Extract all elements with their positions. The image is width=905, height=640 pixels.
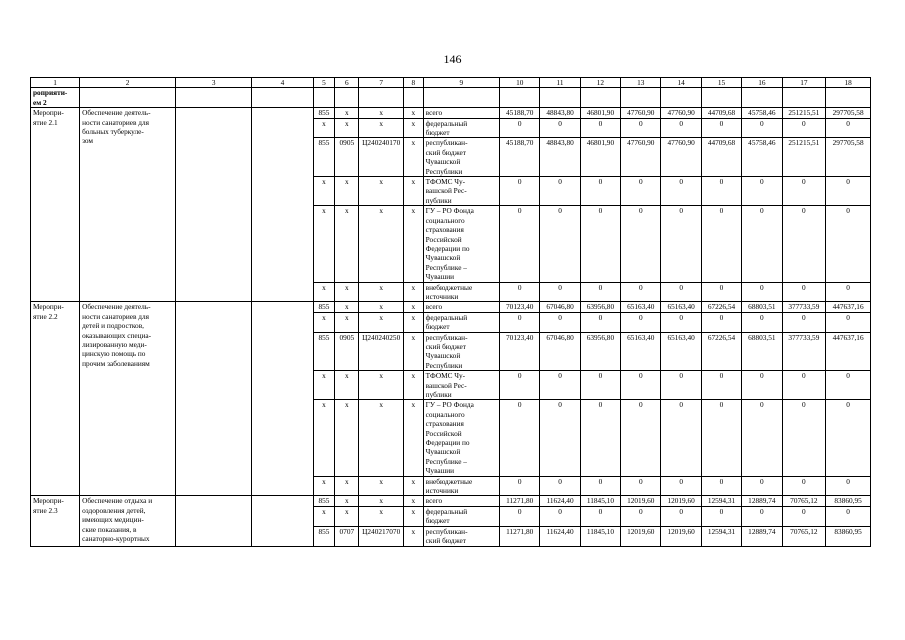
expense-type: x <box>404 282 424 302</box>
value-cell: 0 <box>782 206 826 282</box>
section-code: x <box>335 108 359 118</box>
target-code: x <box>359 206 404 282</box>
table-row <box>31 108 871 118</box>
value-cell: 0 <box>580 282 620 302</box>
value-cell: 0 <box>661 371 701 400</box>
measure-description: Обеспечение деятель- ности санаториев для детей и подростков, оказывающих специа- лизированную меди- цинскую помощь по прочим заболеваниям <box>80 302 176 496</box>
value-cell: 11845,10 <box>580 496 620 506</box>
value-cell: 0 <box>782 282 826 302</box>
funding-source: республикан- ский бюджет Чувашской Республики <box>423 332 499 371</box>
value-cell: 0 <box>661 282 701 302</box>
value-cell: 0 <box>742 400 782 476</box>
target-code: x <box>359 312 404 332</box>
section-code: x <box>335 400 359 476</box>
empty-cell <box>313 88 335 108</box>
value-cell: 0 <box>701 371 741 400</box>
value-cell: 48843,80 <box>540 138 580 177</box>
target-code: x <box>359 302 404 312</box>
empty-cell <box>782 88 826 108</box>
value-cell: 0 <box>701 206 741 282</box>
measure-label: Меропри- ятие 2.1 <box>31 108 80 302</box>
value-cell: 65163,40 <box>661 332 701 371</box>
empty-cell <box>701 88 741 108</box>
value-cell: 63956,80 <box>580 302 620 312</box>
grbs-code: x <box>313 371 335 400</box>
value-cell: 83860,95 <box>826 526 871 546</box>
value-cell: 11271,80 <box>500 526 540 546</box>
value-cell: 0 <box>500 118 540 138</box>
empty-cell <box>826 88 871 108</box>
column-number: 8 <box>404 78 424 88</box>
measure-label: Меропри- ятие 2.2 <box>31 302 80 496</box>
grbs-code: 855 <box>313 138 335 177</box>
value-cell: 46801,90 <box>580 138 620 177</box>
empty-cell <box>80 88 176 108</box>
grbs-code: 855 <box>313 332 335 371</box>
section-code: 0905 <box>335 332 359 371</box>
funding-source: всего <box>423 108 499 118</box>
column-number: 15 <box>701 78 741 88</box>
value-cell: 48843,80 <box>540 108 580 118</box>
column-number: 18 <box>826 78 871 88</box>
grbs-code: 855 <box>313 526 335 546</box>
value-cell: 0 <box>826 118 871 138</box>
value-cell: 297705,58 <box>826 138 871 177</box>
section-code: x <box>335 312 359 332</box>
value-cell: 0 <box>621 282 661 302</box>
section-code: x <box>335 177 359 206</box>
value-cell: 46801,90 <box>580 108 620 118</box>
empty-cell <box>176 302 252 496</box>
funding-source: республикан- ский бюджет <box>423 526 499 546</box>
funding-source: всего <box>423 302 499 312</box>
table-body <box>31 78 871 547</box>
expense-type: x <box>404 476 424 496</box>
column-number: 12 <box>580 78 620 88</box>
value-cell: 67226,54 <box>701 302 741 312</box>
empty-cell <box>500 88 540 108</box>
target-code: Ц240217070 <box>359 526 404 546</box>
value-cell: 0 <box>621 177 661 206</box>
value-cell: 47760,90 <box>661 138 701 177</box>
header-row <box>31 78 871 88</box>
value-cell: 0 <box>701 476 741 496</box>
value-cell: 0 <box>621 506 661 526</box>
measure-description: Обеспечение отдыха и оздоровления детей, имеющих медицин- ские показания, в санаторно-курортных <box>80 496 176 546</box>
expense-type: x <box>404 371 424 400</box>
value-cell: 0 <box>782 177 826 206</box>
value-cell: 47760,90 <box>661 108 701 118</box>
column-number: 5 <box>313 78 335 88</box>
value-cell: 0 <box>621 118 661 138</box>
value-cell: 0 <box>500 312 540 332</box>
grbs-code: x <box>313 312 335 332</box>
value-cell: 0 <box>826 177 871 206</box>
value-cell: 0 <box>580 400 620 476</box>
value-cell: 0 <box>826 400 871 476</box>
event-label: роприяти- ем 2 <box>31 88 80 108</box>
value-cell: 0 <box>701 400 741 476</box>
target-code: x <box>359 400 404 476</box>
empty-cell <box>252 496 313 546</box>
value-cell: 251215,51 <box>782 138 826 177</box>
empty-cell <box>423 88 499 108</box>
section-code: x <box>335 371 359 400</box>
value-cell: 0 <box>621 476 661 496</box>
value-cell: 0 <box>826 476 871 496</box>
value-cell: 12594,31 <box>701 526 741 546</box>
expense-type: x <box>404 177 424 206</box>
funding-source: федеральный бюджет <box>423 312 499 332</box>
section-code: x <box>335 496 359 506</box>
funding-source: внебюджетные источники <box>423 282 499 302</box>
column-number: 13 <box>621 78 661 88</box>
value-cell: 0 <box>701 118 741 138</box>
value-cell: 67046,80 <box>540 302 580 312</box>
target-code: x <box>359 496 404 506</box>
empty-cell <box>661 88 701 108</box>
column-number: 3 <box>176 78 252 88</box>
grbs-code: x <box>313 177 335 206</box>
value-cell: 0 <box>826 506 871 526</box>
value-cell: 377733,59 <box>782 302 826 312</box>
value-cell: 0 <box>826 371 871 400</box>
expense-type: x <box>404 138 424 177</box>
target-code: x <box>359 476 404 496</box>
value-cell: 0 <box>540 476 580 496</box>
value-cell: 0 <box>826 312 871 332</box>
funding-source: внебюджетные источники <box>423 476 499 496</box>
value-cell: 0 <box>580 312 620 332</box>
funding-source: ТФОМС Чу- вашской Рес- публики <box>423 177 499 206</box>
value-cell: 251215,51 <box>782 108 826 118</box>
target-code: x <box>359 371 404 400</box>
target-code: x <box>359 177 404 206</box>
column-number: 11 <box>540 78 580 88</box>
column-number: 6 <box>335 78 359 88</box>
value-cell: 0 <box>782 312 826 332</box>
expense-type: x <box>404 206 424 282</box>
target-code: x <box>359 282 404 302</box>
grbs-code: x <box>313 506 335 526</box>
empty-cell <box>540 88 580 108</box>
grbs-code: 855 <box>313 302 335 312</box>
value-cell: 68803,51 <box>742 302 782 312</box>
value-cell: 0 <box>782 400 826 476</box>
column-number: 2 <box>80 78 176 88</box>
measure-description: Обеспечение деятель- ности санаториев для больных туберкуле- зом <box>80 108 176 302</box>
value-cell: 47760,90 <box>621 108 661 118</box>
value-cell: 65163,40 <box>621 302 661 312</box>
value-cell: 0 <box>701 177 741 206</box>
target-code: x <box>359 118 404 138</box>
value-cell: 0 <box>661 118 701 138</box>
value-cell: 0 <box>782 476 826 496</box>
target-code: x <box>359 108 404 118</box>
value-cell: 67046,80 <box>540 332 580 371</box>
value-cell: 0 <box>782 118 826 138</box>
value-cell: 0 <box>540 206 580 282</box>
value-cell: 83860,95 <box>826 496 871 506</box>
value-cell: 0 <box>540 282 580 302</box>
empty-cell <box>335 88 359 108</box>
value-cell: 70765,12 <box>782 496 826 506</box>
value-cell: 0 <box>742 371 782 400</box>
value-cell: 0 <box>540 177 580 206</box>
section-code: x <box>335 206 359 282</box>
value-cell: 0 <box>540 371 580 400</box>
table-row <box>31 302 871 312</box>
table-row <box>31 496 871 506</box>
value-cell: 12019,60 <box>661 526 701 546</box>
section-code: 0707 <box>335 526 359 546</box>
value-cell: 11271,80 <box>500 496 540 506</box>
column-number: 10 <box>500 78 540 88</box>
funding-source: всего <box>423 496 499 506</box>
grbs-code: 855 <box>313 108 335 118</box>
value-cell: 0 <box>500 506 540 526</box>
value-cell: 45758,46 <box>742 138 782 177</box>
value-cell: 45758,46 <box>742 108 782 118</box>
value-cell: 0 <box>500 371 540 400</box>
grbs-code: x <box>313 206 335 282</box>
empty-cell <box>359 88 404 108</box>
expense-type: x <box>404 332 424 371</box>
value-cell: 67226,54 <box>701 332 741 371</box>
expense-type: x <box>404 312 424 332</box>
value-cell: 11624,40 <box>540 526 580 546</box>
empty-cell <box>176 108 252 302</box>
value-cell: 0 <box>500 177 540 206</box>
value-cell: 0 <box>540 506 580 526</box>
target-code: Ц240240250 <box>359 332 404 371</box>
value-cell: 0 <box>826 206 871 282</box>
expense-type: x <box>404 400 424 476</box>
value-cell: 0 <box>701 506 741 526</box>
grbs-code: x <box>313 476 335 496</box>
grbs-code: x <box>313 118 335 138</box>
column-number: 14 <box>661 78 701 88</box>
expense-type: x <box>404 496 424 506</box>
value-cell: 0 <box>500 476 540 496</box>
value-cell: 11624,40 <box>540 496 580 506</box>
value-cell: 44709,68 <box>701 138 741 177</box>
section-code: 0905 <box>335 138 359 177</box>
budget-table <box>30 77 871 547</box>
value-cell: 0 <box>500 206 540 282</box>
value-cell: 70765,12 <box>782 526 826 546</box>
grbs-code: x <box>313 282 335 302</box>
empty-cell <box>580 88 620 108</box>
value-cell: 377733,59 <box>782 332 826 371</box>
column-number: 1 <box>31 78 80 88</box>
value-cell: 0 <box>621 312 661 332</box>
value-cell: 47760,90 <box>621 138 661 177</box>
value-cell: 68803,51 <box>742 332 782 371</box>
value-cell: 45188,70 <box>500 108 540 118</box>
section-code: x <box>335 506 359 526</box>
expense-type: x <box>404 108 424 118</box>
target-code: x <box>359 506 404 526</box>
value-cell: 0 <box>540 118 580 138</box>
value-cell: 0 <box>661 312 701 332</box>
empty-cell <box>176 88 252 108</box>
funding-source: федеральный бюджет <box>423 506 499 526</box>
section-code: x <box>335 118 359 138</box>
empty-cell <box>252 302 313 496</box>
value-cell: 0 <box>782 371 826 400</box>
value-cell: 0 <box>661 206 701 282</box>
page-number: 146 <box>443 52 462 66</box>
column-number: 7 <box>359 78 404 88</box>
event-row <box>31 88 871 108</box>
empty-cell <box>252 88 313 108</box>
value-cell: 0 <box>580 206 620 282</box>
value-cell: 0 <box>580 118 620 138</box>
value-cell: 70123,40 <box>500 302 540 312</box>
value-cell: 0 <box>540 312 580 332</box>
value-cell: 0 <box>742 312 782 332</box>
value-cell: 0 <box>701 312 741 332</box>
column-number: 9 <box>423 78 499 88</box>
value-cell: 447637,16 <box>826 302 871 312</box>
value-cell: 0 <box>580 476 620 496</box>
funding-source: республикан- ский бюджет Чувашской Республики <box>423 138 499 177</box>
value-cell: 0 <box>742 506 782 526</box>
value-cell: 70123,40 <box>500 332 540 371</box>
grbs-code: 855 <box>313 496 335 506</box>
value-cell: 63956,80 <box>580 332 620 371</box>
section-code: x <box>335 282 359 302</box>
funding-source: ГУ – РО Фонда социального страхования Российской Федерации по Чувашской Республике – Чувашии <box>423 206 499 282</box>
expense-type: x <box>404 302 424 312</box>
column-number: 17 <box>782 78 826 88</box>
value-cell: 0 <box>701 282 741 302</box>
value-cell: 0 <box>661 506 701 526</box>
expense-type: x <box>404 506 424 526</box>
value-cell: 0 <box>621 371 661 400</box>
value-cell: 0 <box>500 282 540 302</box>
column-number: 4 <box>252 78 313 88</box>
value-cell: 44709,68 <box>701 108 741 118</box>
section-code: x <box>335 476 359 496</box>
value-cell: 0 <box>540 400 580 476</box>
value-cell: 0 <box>661 400 701 476</box>
value-cell: 0 <box>661 177 701 206</box>
value-cell: 297705,58 <box>826 108 871 118</box>
empty-cell <box>621 88 661 108</box>
value-cell: 447637,16 <box>826 332 871 371</box>
value-cell: 0 <box>580 371 620 400</box>
value-cell: 45188,70 <box>500 138 540 177</box>
empty-cell <box>252 108 313 302</box>
value-cell: 12889,74 <box>742 526 782 546</box>
value-cell: 0 <box>826 282 871 302</box>
funding-source: федеральный бюджет <box>423 118 499 138</box>
column-number: 16 <box>742 78 782 88</box>
value-cell: 0 <box>621 206 661 282</box>
value-cell: 0 <box>742 206 782 282</box>
value-cell: 65163,40 <box>621 332 661 371</box>
value-cell: 12889,74 <box>742 496 782 506</box>
value-cell: 65163,40 <box>661 302 701 312</box>
value-cell: 0 <box>661 476 701 496</box>
grbs-code: x <box>313 400 335 476</box>
section-code: x <box>335 302 359 312</box>
empty-cell <box>742 88 782 108</box>
value-cell: 0 <box>742 476 782 496</box>
value-cell: 12594,31 <box>701 496 741 506</box>
expense-type: x <box>404 118 424 138</box>
value-cell: 12019,60 <box>661 496 701 506</box>
funding-source: ГУ – РО Фонда социального страхования Российской Федерации по Чувашской Республике – Чувашии <box>423 400 499 476</box>
value-cell: 0 <box>742 177 782 206</box>
value-cell: 11845,10 <box>580 526 620 546</box>
measure-label: Меропри- ятие 2.3 <box>31 496 80 546</box>
value-cell: 0 <box>621 400 661 476</box>
value-cell: 0 <box>782 506 826 526</box>
value-cell: 0 <box>742 118 782 138</box>
funding-source: ТФОМС Чу- вашской Рес- публики <box>423 371 499 400</box>
value-cell: 0 <box>742 282 782 302</box>
empty-cell <box>404 88 424 108</box>
value-cell: 0 <box>500 400 540 476</box>
value-cell: 0 <box>580 506 620 526</box>
target-code: Ц240240170 <box>359 138 404 177</box>
value-cell: 0 <box>580 177 620 206</box>
value-cell: 12019,60 <box>621 496 661 506</box>
value-cell: 12019,60 <box>621 526 661 546</box>
expense-type: x <box>404 526 424 546</box>
empty-cell <box>176 496 252 546</box>
